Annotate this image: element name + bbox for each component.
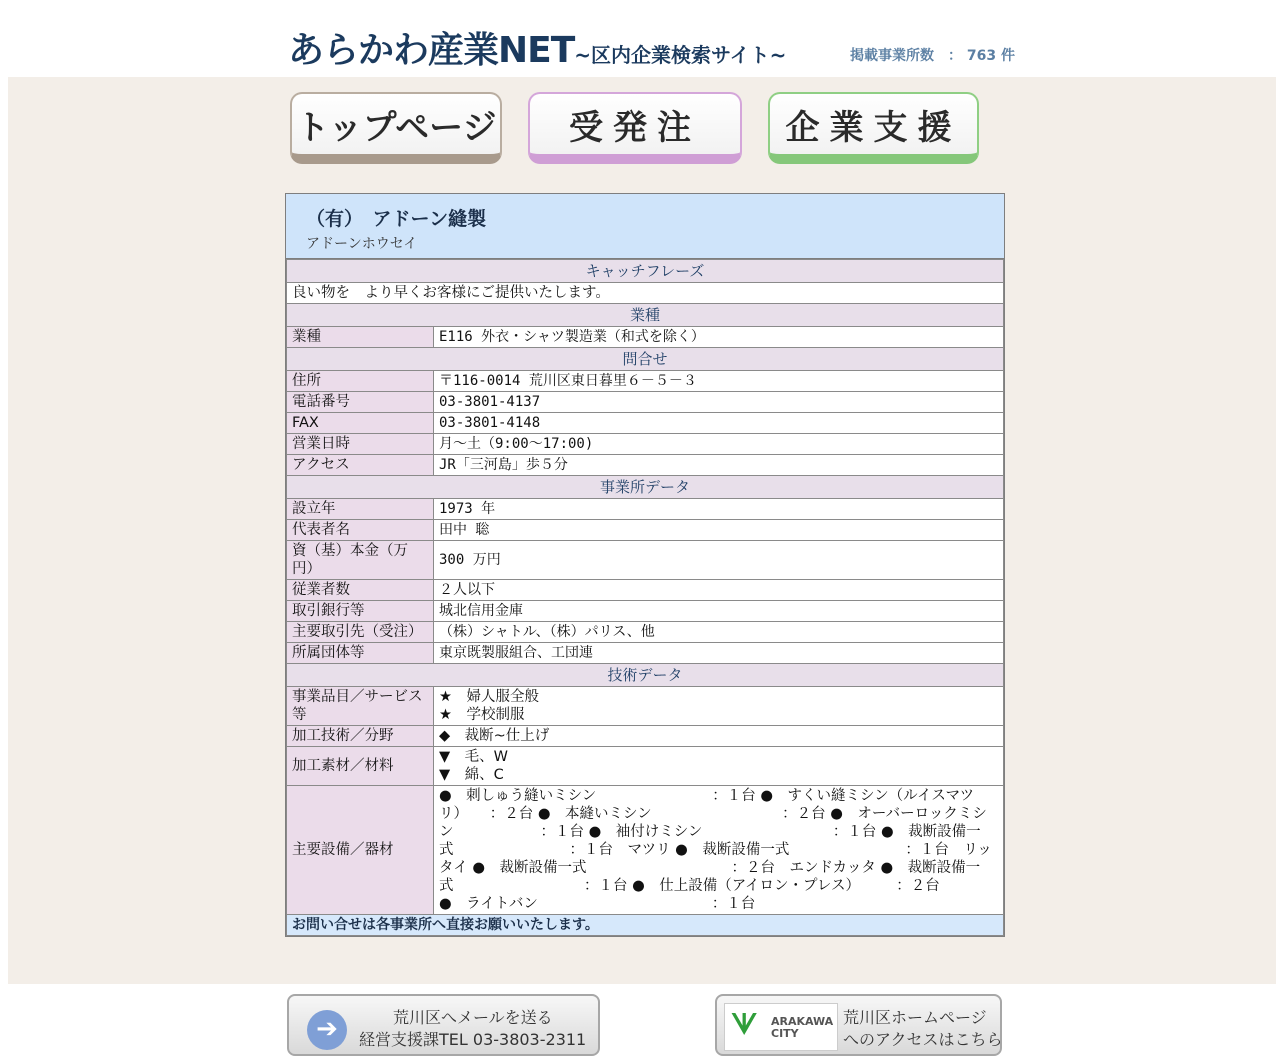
listing-count-value: 763 件	[966, 48, 1015, 64]
table-row: 加工素材／材料 ▼ 毛、W ▼ 綿、C	[287, 747, 1004, 786]
table-row	[287, 283, 1004, 304]
section-header: キャッチフレーズ	[287, 260, 1004, 283]
table-row: 従業者数 ２人以下	[287, 580, 1004, 601]
table-row: 所属団体等 東京既製服組合、工団連	[287, 643, 1004, 664]
listing-count-label: 掲載事業所数 ：	[850, 48, 962, 64]
site-title-main: あらかわ産業NET	[288, 30, 575, 71]
table-row: 住所 〒116-0014 荒川区東日暮里６－５－３	[287, 371, 1004, 392]
nav-top-page-button[interactable]: トップページ	[290, 92, 502, 164]
listing-count	[850, 45, 1015, 65]
table-row: 資（基）本金（万円） 300 万円	[287, 541, 1004, 580]
nav-orders-button[interactable]: 受発注	[528, 92, 742, 164]
section-header: 技術データ	[287, 664, 1004, 687]
table-row: FAX 03-3801-4148	[287, 413, 1004, 434]
site-header	[0, 0, 1284, 77]
section-header: 業種	[287, 304, 1004, 327]
section-header: 事業所データ	[287, 476, 1004, 499]
table-row	[287, 915, 1004, 936]
arakawa-homepage-button[interactable]: ᗐ ARAKAWA CITY 荒川区ホームページ へのアクセスはこちら	[715, 994, 1002, 1056]
catchphrase: 良い物を より早くお客様にご提供いたします。	[287, 283, 1004, 304]
site-title-sub: ~区内企業検索サイト~	[574, 43, 787, 67]
arakawa-city-logo: ᗐ ARAKAWA CITY	[724, 1003, 838, 1051]
table-row: 事業品目／サービス等 ★ 婦人服全般 ★ 学校制服	[287, 687, 1004, 726]
nav-support-button[interactable]: 企業支援	[768, 92, 979, 164]
equipment-list: ● 刺しゅう縫いミシン ：１台 ● すくい縫ミシン（ルイスマツリ） ：２台 ● 本縫いミシン ：２台 ● オーバーロックミシン ：１台 ● 袖付けミシン ：１台 ● 裁断設備一式 ：１台 マツリ ● 裁断設備一式 ：１台 リッタイ ● 裁断設備一式 ：２台 エンドカッタ ● 裁断設備一式 ：１台 ● 仕上設備（アイロン・プレス） ：２台	[439, 788, 992, 894]
section-header: 問合せ	[287, 348, 1004, 371]
arakawa-logo-icon: ᗐ	[731, 1008, 758, 1041]
send-mail-button[interactable]: ➔ 荒川区へメールを送る 経営支援課TEL 03-3803-2311	[287, 994, 600, 1056]
table-row: 設立年 1973 年	[287, 499, 1004, 520]
table-row: 代表者名 田中 聡	[287, 520, 1004, 541]
company-detail-card	[285, 193, 1005, 937]
table-row: 業種 E116 外衣・シャツ製造業（和式を除く）	[287, 327, 1004, 348]
company-kana: アドーンホウセイ	[306, 236, 418, 252]
company-name: （有） アドーン縫製	[306, 208, 487, 230]
company-header	[286, 194, 1004, 259]
company-info-table	[286, 259, 1004, 936]
table-row: 電話番号 03-3801-4137	[287, 392, 1004, 413]
table-row: アクセス JR「三河島」歩５分	[287, 455, 1004, 476]
table-row: 主要設備／器材 ● 刺しゅう縫いミシン ：１台 ● すくい縫ミシン（ルイスマツリ） ：２台 ● 本縫いミシン ：２台 ● オーバーロックミシン ：１台 ● 袖付けミシン ：１台 ● 裁断設備一式 ：１台 マツリ ● 裁断設備一式 ：１台 リッタイ ● 裁断設備一式 ：２台 エンドカッタ ● 裁断設備一式 ：１台 ● 仕上設備（アイロン・プレス） ：２台 ● ライトバン ：１台	[287, 786, 1004, 915]
table-row: 取引銀行等 城北信用金庫	[287, 601, 1004, 622]
footer-note: お問い合せは各事業所へ直接お願いいたします。	[287, 915, 1004, 936]
site-title[interactable]	[288, 22, 786, 73]
arrow-right-icon: ➔	[307, 1010, 347, 1050]
table-row: 加工技術／分野 ◆ 裁断~仕上げ	[287, 726, 1004, 747]
table-row: 営業日時 月～土（9:00～17:00)	[287, 434, 1004, 455]
table-row: 主要取引先（受注） （株）シャトル、（株）パリス、他	[287, 622, 1004, 643]
